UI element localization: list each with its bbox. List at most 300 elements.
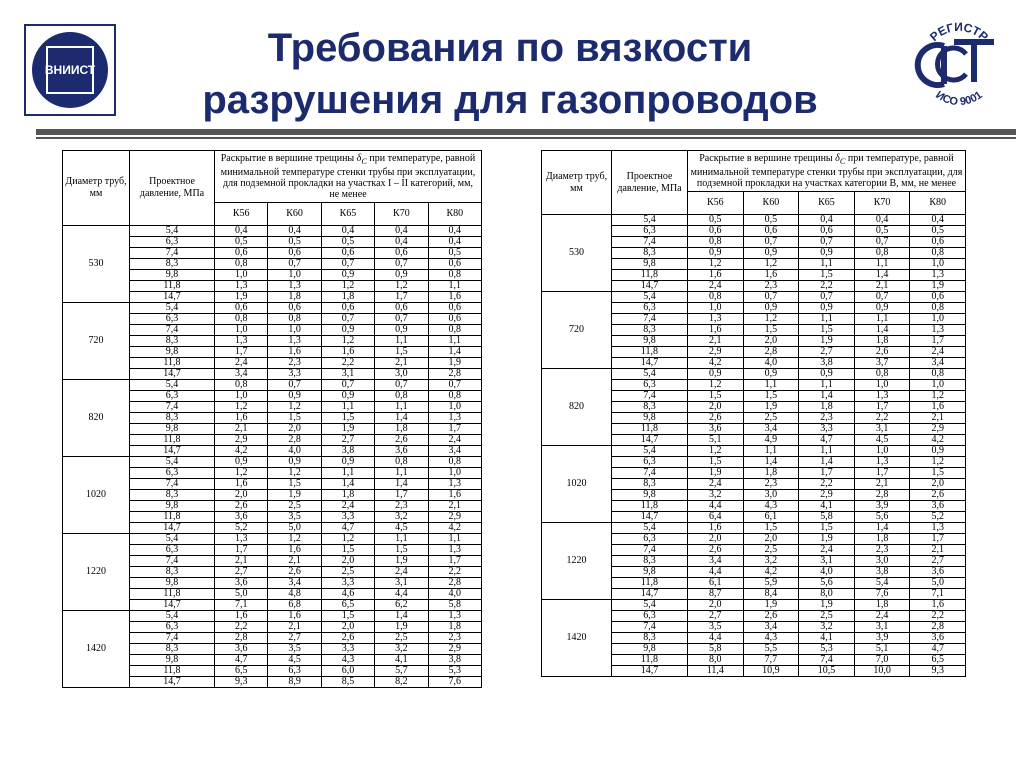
pressure-cell: 5,4: [130, 611, 215, 622]
pressure-cell: 5,4: [612, 215, 688, 226]
value-cell: 4,5: [268, 655, 321, 666]
value-cell: 1,9: [428, 358, 481, 369]
value-cell: 1,0: [428, 468, 481, 479]
value-cell: 1,8: [854, 534, 910, 545]
pressure-cell: 7,4: [130, 325, 215, 336]
value-cell: 1,2: [910, 391, 966, 402]
value-cell: 0,8: [268, 314, 321, 325]
value-cell: 1,0: [854, 446, 910, 457]
registry-iso-logo: [904, 12, 1014, 112]
value-cell: 4,3: [743, 633, 799, 644]
value-cell: 0,5: [321, 237, 374, 248]
table-row: [63, 457, 482, 468]
value-cell: 2,1: [910, 413, 966, 424]
value-cell: 2,8: [428, 578, 481, 589]
pressure-cell: 11,8: [612, 501, 688, 512]
value-cell: 1,2: [688, 380, 744, 391]
value-cell: 0,9: [268, 457, 321, 468]
value-cell: 4,1: [799, 633, 855, 644]
value-cell: 0,9: [688, 248, 744, 259]
value-cell: 2,5: [743, 545, 799, 556]
pressure-cell: 11,8: [130, 435, 215, 446]
value-cell: 2,0: [688, 534, 744, 545]
value-cell: 2,0: [215, 490, 268, 501]
value-cell: 2,9: [910, 424, 966, 435]
pressure-cell: 7,4: [612, 622, 688, 633]
value-cell: 0,9: [799, 369, 855, 380]
pressure-cell: 6,3: [130, 314, 215, 325]
grade-header: К65: [321, 203, 374, 226]
value-cell: 1,9: [799, 534, 855, 545]
value-cell: 2,4: [799, 545, 855, 556]
value-cell: 2,4: [215, 358, 268, 369]
value-cell: 1,7: [375, 292, 428, 303]
value-cell: 1,5: [743, 391, 799, 402]
value-cell: 2,9: [688, 347, 744, 358]
value-cell: 3,4: [743, 424, 799, 435]
value-cell: 1,1: [375, 468, 428, 479]
value-cell: 0,5: [268, 237, 321, 248]
value-cell: 2,6: [321, 633, 374, 644]
pressure-cell: 7,4: [130, 402, 215, 413]
pressure-cell: 7,4: [130, 479, 215, 490]
value-cell: 5,0: [910, 578, 966, 589]
value-cell: 4,4: [688, 501, 744, 512]
value-cell: 0,7: [321, 259, 374, 270]
logo-text-bottom: ИСО 9001: [933, 89, 985, 109]
value-cell: 4,5: [375, 523, 428, 534]
value-cell: 1,4: [743, 457, 799, 468]
value-cell: 0,6: [910, 292, 966, 303]
value-cell: 1,0: [428, 402, 481, 413]
logo-square: [46, 46, 94, 94]
grade-header: К65: [799, 192, 855, 215]
value-cell: 10,9: [743, 666, 799, 677]
value-cell: 5,4: [854, 578, 910, 589]
value-cell: 0,8: [910, 303, 966, 314]
value-cell: 0,4: [854, 215, 910, 226]
value-cell: 1,5: [375, 545, 428, 556]
value-cell: 4,5: [854, 435, 910, 446]
value-cell: 2,5: [321, 567, 374, 578]
value-cell: 0,7: [375, 380, 428, 391]
value-cell: 3,5: [268, 644, 321, 655]
value-cell: 5,8: [799, 512, 855, 523]
value-cell: 5,0: [268, 523, 321, 534]
diameter-cell: 820: [63, 380, 130, 457]
value-cell: 1,5: [743, 523, 799, 534]
value-cell: 1,7: [854, 468, 910, 479]
value-cell: 0,4: [268, 226, 321, 237]
value-cell: 0,4: [375, 226, 428, 237]
value-cell: 5,8: [428, 600, 481, 611]
pressure-cell: 7,4: [612, 545, 688, 556]
pressure-cell: 5,4: [612, 523, 688, 534]
pressure-cell: 8,3: [130, 644, 215, 655]
value-cell: 2,8: [910, 622, 966, 633]
grade-header: К70: [375, 203, 428, 226]
value-cell: 0,8: [375, 457, 428, 468]
value-cell: 0,8: [854, 369, 910, 380]
value-cell: 3,6: [375, 446, 428, 457]
value-cell: 1,0: [268, 270, 321, 281]
value-cell: 1,6: [688, 270, 744, 281]
value-cell: 1,2: [688, 446, 744, 457]
value-cell: 0,5: [215, 237, 268, 248]
value-cell: 1,6: [910, 402, 966, 413]
pressure-cell: 9,8: [130, 578, 215, 589]
value-cell: 1,2: [268, 468, 321, 479]
value-cell: 1,4: [375, 413, 428, 424]
value-cell: 3,9: [854, 501, 910, 512]
pressure-cell: 6,3: [130, 391, 215, 402]
value-cell: 5,3: [428, 666, 481, 677]
value-cell: 1,9: [321, 424, 374, 435]
value-cell: 3,5: [268, 512, 321, 523]
diameter-cell: 720: [542, 292, 612, 369]
pressure-cell: 9,8: [612, 567, 688, 578]
value-cell: 0,8: [688, 237, 744, 248]
pressure-cell: 8,3: [130, 567, 215, 578]
value-cell: 2,1: [268, 556, 321, 567]
pressure-cell: 8,3: [612, 479, 688, 490]
value-cell: 7,6: [428, 677, 481, 688]
value-cell: 1,2: [321, 281, 374, 292]
value-cell: 1,6: [743, 270, 799, 281]
value-cell: 0,8: [215, 314, 268, 325]
delta-symbol-icon: $\delta_С$: [835, 153, 846, 166]
value-cell: 0,7: [375, 259, 428, 270]
value-cell: 2,3: [743, 479, 799, 490]
value-cell: 1,8: [268, 292, 321, 303]
table-row: [542, 600, 966, 611]
value-cell: 4,9: [743, 435, 799, 446]
value-cell: 5,9: [743, 578, 799, 589]
value-cell: 1,6: [215, 479, 268, 490]
header-rule-thin: [36, 137, 1016, 139]
value-cell: 1,2: [743, 314, 799, 325]
value-cell: 2,3: [743, 281, 799, 292]
pressure-cell: 5,4: [612, 446, 688, 457]
value-cell: 0,8: [428, 270, 481, 281]
value-cell: 2,9: [799, 490, 855, 501]
value-cell: 2,8: [428, 369, 481, 380]
value-cell: 4,8: [268, 589, 321, 600]
value-cell: 1,0: [854, 380, 910, 391]
value-cell: 1,7: [215, 545, 268, 556]
col-header-diameter: Диаметр труб, мм: [542, 151, 612, 215]
value-cell: 0,7: [854, 237, 910, 248]
pressure-cell: 6,3: [612, 457, 688, 468]
value-cell: 1,3: [688, 314, 744, 325]
value-cell: 1,0: [910, 380, 966, 391]
pressure-cell: 7,4: [130, 633, 215, 644]
pressure-cell: 11,8: [130, 512, 215, 523]
value-cell: 2,4: [688, 281, 744, 292]
value-cell: 0,8: [854, 248, 910, 259]
value-cell: 1,8: [854, 600, 910, 611]
value-cell: 0,8: [910, 248, 966, 259]
value-cell: 1,8: [854, 336, 910, 347]
value-cell: 1,3: [428, 545, 481, 556]
value-cell: 2,1: [688, 336, 744, 347]
value-cell: 1,5: [688, 457, 744, 468]
pressure-cell: 9,8: [130, 501, 215, 512]
diameter-cell: 820: [542, 369, 612, 446]
value-cell: 1,6: [688, 325, 744, 336]
value-cell: 1,5: [321, 413, 374, 424]
value-cell: 1,1: [321, 468, 374, 479]
value-cell: 4,3: [321, 655, 374, 666]
value-cell: 0,6: [688, 226, 744, 237]
value-cell: 3,4: [743, 622, 799, 633]
toughness-table-cat-1-2: [62, 150, 482, 688]
pressure-cell: 14,7: [130, 369, 215, 380]
logo-text-top: РЕГИСТР: [927, 19, 991, 44]
value-cell: 1,2: [321, 534, 374, 545]
diameter-cell: 1420: [63, 611, 130, 688]
value-cell: 1,3: [854, 391, 910, 402]
pressure-cell: 7,4: [612, 314, 688, 325]
value-cell: 3,2: [743, 556, 799, 567]
value-cell: 2,1: [215, 424, 268, 435]
value-cell: 5,7: [375, 666, 428, 677]
value-cell: 1,2: [321, 336, 374, 347]
value-cell: 0,7: [854, 292, 910, 303]
value-cell: 2,8: [215, 633, 268, 644]
value-cell: 2,0: [268, 424, 321, 435]
value-cell: 2,4: [321, 501, 374, 512]
value-cell: 1,7: [854, 402, 910, 413]
value-cell: 2,6: [268, 567, 321, 578]
value-cell: 4,4: [688, 633, 744, 644]
pressure-cell: 9,8: [130, 424, 215, 435]
value-cell: 2,1: [428, 501, 481, 512]
value-cell: 8,4: [743, 589, 799, 600]
table-row: [63, 611, 482, 622]
value-cell: 2,3: [268, 358, 321, 369]
value-cell: 1,0: [910, 259, 966, 270]
value-cell: 2,7: [215, 567, 268, 578]
value-cell: 2,6: [375, 435, 428, 446]
value-cell: 3,7: [854, 358, 910, 369]
value-cell: 3,1: [375, 578, 428, 589]
table-row: [63, 380, 482, 391]
value-cell: 1,9: [268, 490, 321, 501]
value-cell: 4,0: [799, 567, 855, 578]
value-cell: 2,9: [428, 512, 481, 523]
value-cell: 8,2: [375, 677, 428, 688]
value-cell: 1,4: [854, 325, 910, 336]
value-cell: 2,1: [215, 556, 268, 567]
col-header-pressure: Проектное давление, МПа: [130, 151, 215, 226]
value-cell: 1,2: [215, 402, 268, 413]
value-cell: 0,7: [743, 237, 799, 248]
value-cell: 1,1: [375, 534, 428, 545]
value-cell: 7,1: [910, 589, 966, 600]
value-cell: 1,0: [215, 391, 268, 402]
value-cell: 1,3: [215, 281, 268, 292]
value-cell: 3,2: [688, 490, 744, 501]
value-cell: 0,6: [428, 259, 481, 270]
value-cell: 1,0: [268, 325, 321, 336]
value-cell: 1,6: [215, 413, 268, 424]
value-cell: 1,6: [321, 347, 374, 358]
value-cell: 1,5: [321, 545, 374, 556]
value-cell: 3,9: [854, 633, 910, 644]
header-rule-thick: [36, 129, 1016, 135]
value-cell: 6,5: [215, 666, 268, 677]
value-cell: 2,6: [910, 490, 966, 501]
value-cell: 0,6: [743, 226, 799, 237]
value-cell: 4,2: [743, 567, 799, 578]
pressure-cell: 8,3: [130, 336, 215, 347]
value-cell: 3,6: [215, 644, 268, 655]
value-cell: 0,9: [854, 303, 910, 314]
value-cell: 1,5: [799, 325, 855, 336]
pressure-cell: 7,4: [612, 468, 688, 479]
value-cell: 1,7: [910, 336, 966, 347]
value-cell: 3,8: [799, 358, 855, 369]
pressure-cell: 5,4: [612, 600, 688, 611]
value-cell: 2,2: [799, 479, 855, 490]
value-cell: 8,5: [321, 677, 374, 688]
pressure-cell: 9,8: [612, 490, 688, 501]
value-cell: 1,2: [268, 534, 321, 545]
pressure-cell: 9,8: [612, 259, 688, 270]
value-cell: 1,8: [743, 468, 799, 479]
value-cell: 0,5: [910, 226, 966, 237]
value-cell: 1,3: [910, 325, 966, 336]
value-cell: 2,4: [375, 567, 428, 578]
value-cell: 1,0: [215, 325, 268, 336]
value-cell: 1,3: [428, 479, 481, 490]
value-cell: 0,4: [910, 215, 966, 226]
value-cell: 0,5: [688, 215, 744, 226]
value-cell: 0,7: [321, 314, 374, 325]
value-cell: 3,1: [854, 424, 910, 435]
value-cell: 3,3: [799, 424, 855, 435]
value-cell: 5,6: [854, 512, 910, 523]
value-cell: 0,5: [428, 248, 481, 259]
value-cell: 0,6: [268, 303, 321, 314]
value-cell: 6,8: [268, 600, 321, 611]
value-cell: 2,6: [688, 413, 744, 424]
pressure-cell: 11,8: [612, 347, 688, 358]
pressure-cell: 14,7: [612, 589, 688, 600]
page-title: [150, 22, 870, 126]
value-cell: 1,7: [910, 534, 966, 545]
col-header-pressure: Проектное давление, МПа: [612, 151, 688, 215]
value-cell: 0,5: [743, 215, 799, 226]
value-cell: 11,4: [688, 666, 744, 677]
value-cell: 1,1: [428, 534, 481, 545]
value-cell: 3,1: [854, 622, 910, 633]
value-cell: 1,4: [321, 479, 374, 490]
value-cell: 2,0: [688, 600, 744, 611]
value-cell: 2,0: [910, 479, 966, 490]
value-cell: 4,4: [688, 567, 744, 578]
diameter-cell: 720: [63, 303, 130, 380]
value-cell: 4,0: [428, 589, 481, 600]
value-cell: 1,1: [743, 446, 799, 457]
value-cell: 8,0: [799, 589, 855, 600]
value-cell: 4,3: [743, 501, 799, 512]
value-cell: 2,4: [854, 611, 910, 622]
value-cell: 1,3: [268, 281, 321, 292]
value-cell: 1,1: [799, 446, 855, 457]
value-cell: 1,8: [799, 402, 855, 413]
value-cell: 0,8: [428, 457, 481, 468]
value-cell: 2,4: [688, 479, 744, 490]
value-cell: 1,2: [743, 259, 799, 270]
value-cell: 5,2: [215, 523, 268, 534]
table-row: [63, 226, 482, 237]
value-cell: 0,8: [428, 325, 481, 336]
value-cell: 9,3: [215, 677, 268, 688]
value-cell: 1,9: [375, 556, 428, 567]
value-cell: 0,9: [375, 325, 428, 336]
pressure-cell: 6,3: [612, 380, 688, 391]
pressure-cell: 6,3: [612, 226, 688, 237]
diameter-cell: 1020: [63, 457, 130, 534]
value-cell: 0,6: [428, 303, 481, 314]
value-cell: 3,5: [688, 622, 744, 633]
value-cell: 0,9: [799, 303, 855, 314]
value-cell: 7,4: [799, 655, 855, 666]
pressure-cell: 14,7: [612, 512, 688, 523]
value-cell: 2,6: [688, 545, 744, 556]
value-cell: 1,2: [688, 259, 744, 270]
pressure-cell: 6,3: [130, 545, 215, 556]
value-cell: 1,1: [799, 380, 855, 391]
pressure-cell: 8,3: [130, 490, 215, 501]
pressure-cell: 6,3: [612, 303, 688, 314]
value-cell: 6,2: [375, 600, 428, 611]
value-cell: 0,4: [428, 237, 481, 248]
value-cell: 4,4: [375, 589, 428, 600]
value-cell: 4,2: [428, 523, 481, 534]
value-cell: 0,6: [268, 248, 321, 259]
value-cell: 5,1: [688, 435, 744, 446]
value-cell: 2,5: [743, 413, 799, 424]
title-line-1: Требования по вязкости: [267, 26, 753, 70]
value-cell: 1,1: [428, 281, 481, 292]
pressure-cell: 5,4: [612, 292, 688, 303]
value-cell: 2,5: [268, 501, 321, 512]
value-cell: 1,1: [321, 402, 374, 413]
value-cell: 2,9: [215, 435, 268, 446]
value-cell: 2,5: [799, 611, 855, 622]
value-cell: 1,4: [799, 457, 855, 468]
value-cell: 0,7: [799, 237, 855, 248]
table-row: [542, 215, 966, 226]
toughness-table-cat-b: [541, 150, 966, 677]
table-row: [63, 303, 482, 314]
value-cell: 0,4: [375, 237, 428, 248]
value-cell: 1,6: [268, 347, 321, 358]
value-cell: 0,4: [428, 226, 481, 237]
value-cell: 1,2: [375, 281, 428, 292]
grade-header: К80: [910, 192, 966, 215]
value-cell: 3,3: [268, 369, 321, 380]
value-cell: 0,9: [743, 369, 799, 380]
title-line-2: разрушения для газопроводов: [202, 78, 818, 122]
value-cell: 3,8: [428, 655, 481, 666]
value-cell: 3,3: [321, 512, 374, 523]
logo-letter-r-icon: [918, 45, 944, 85]
value-cell: 7,7: [743, 655, 799, 666]
